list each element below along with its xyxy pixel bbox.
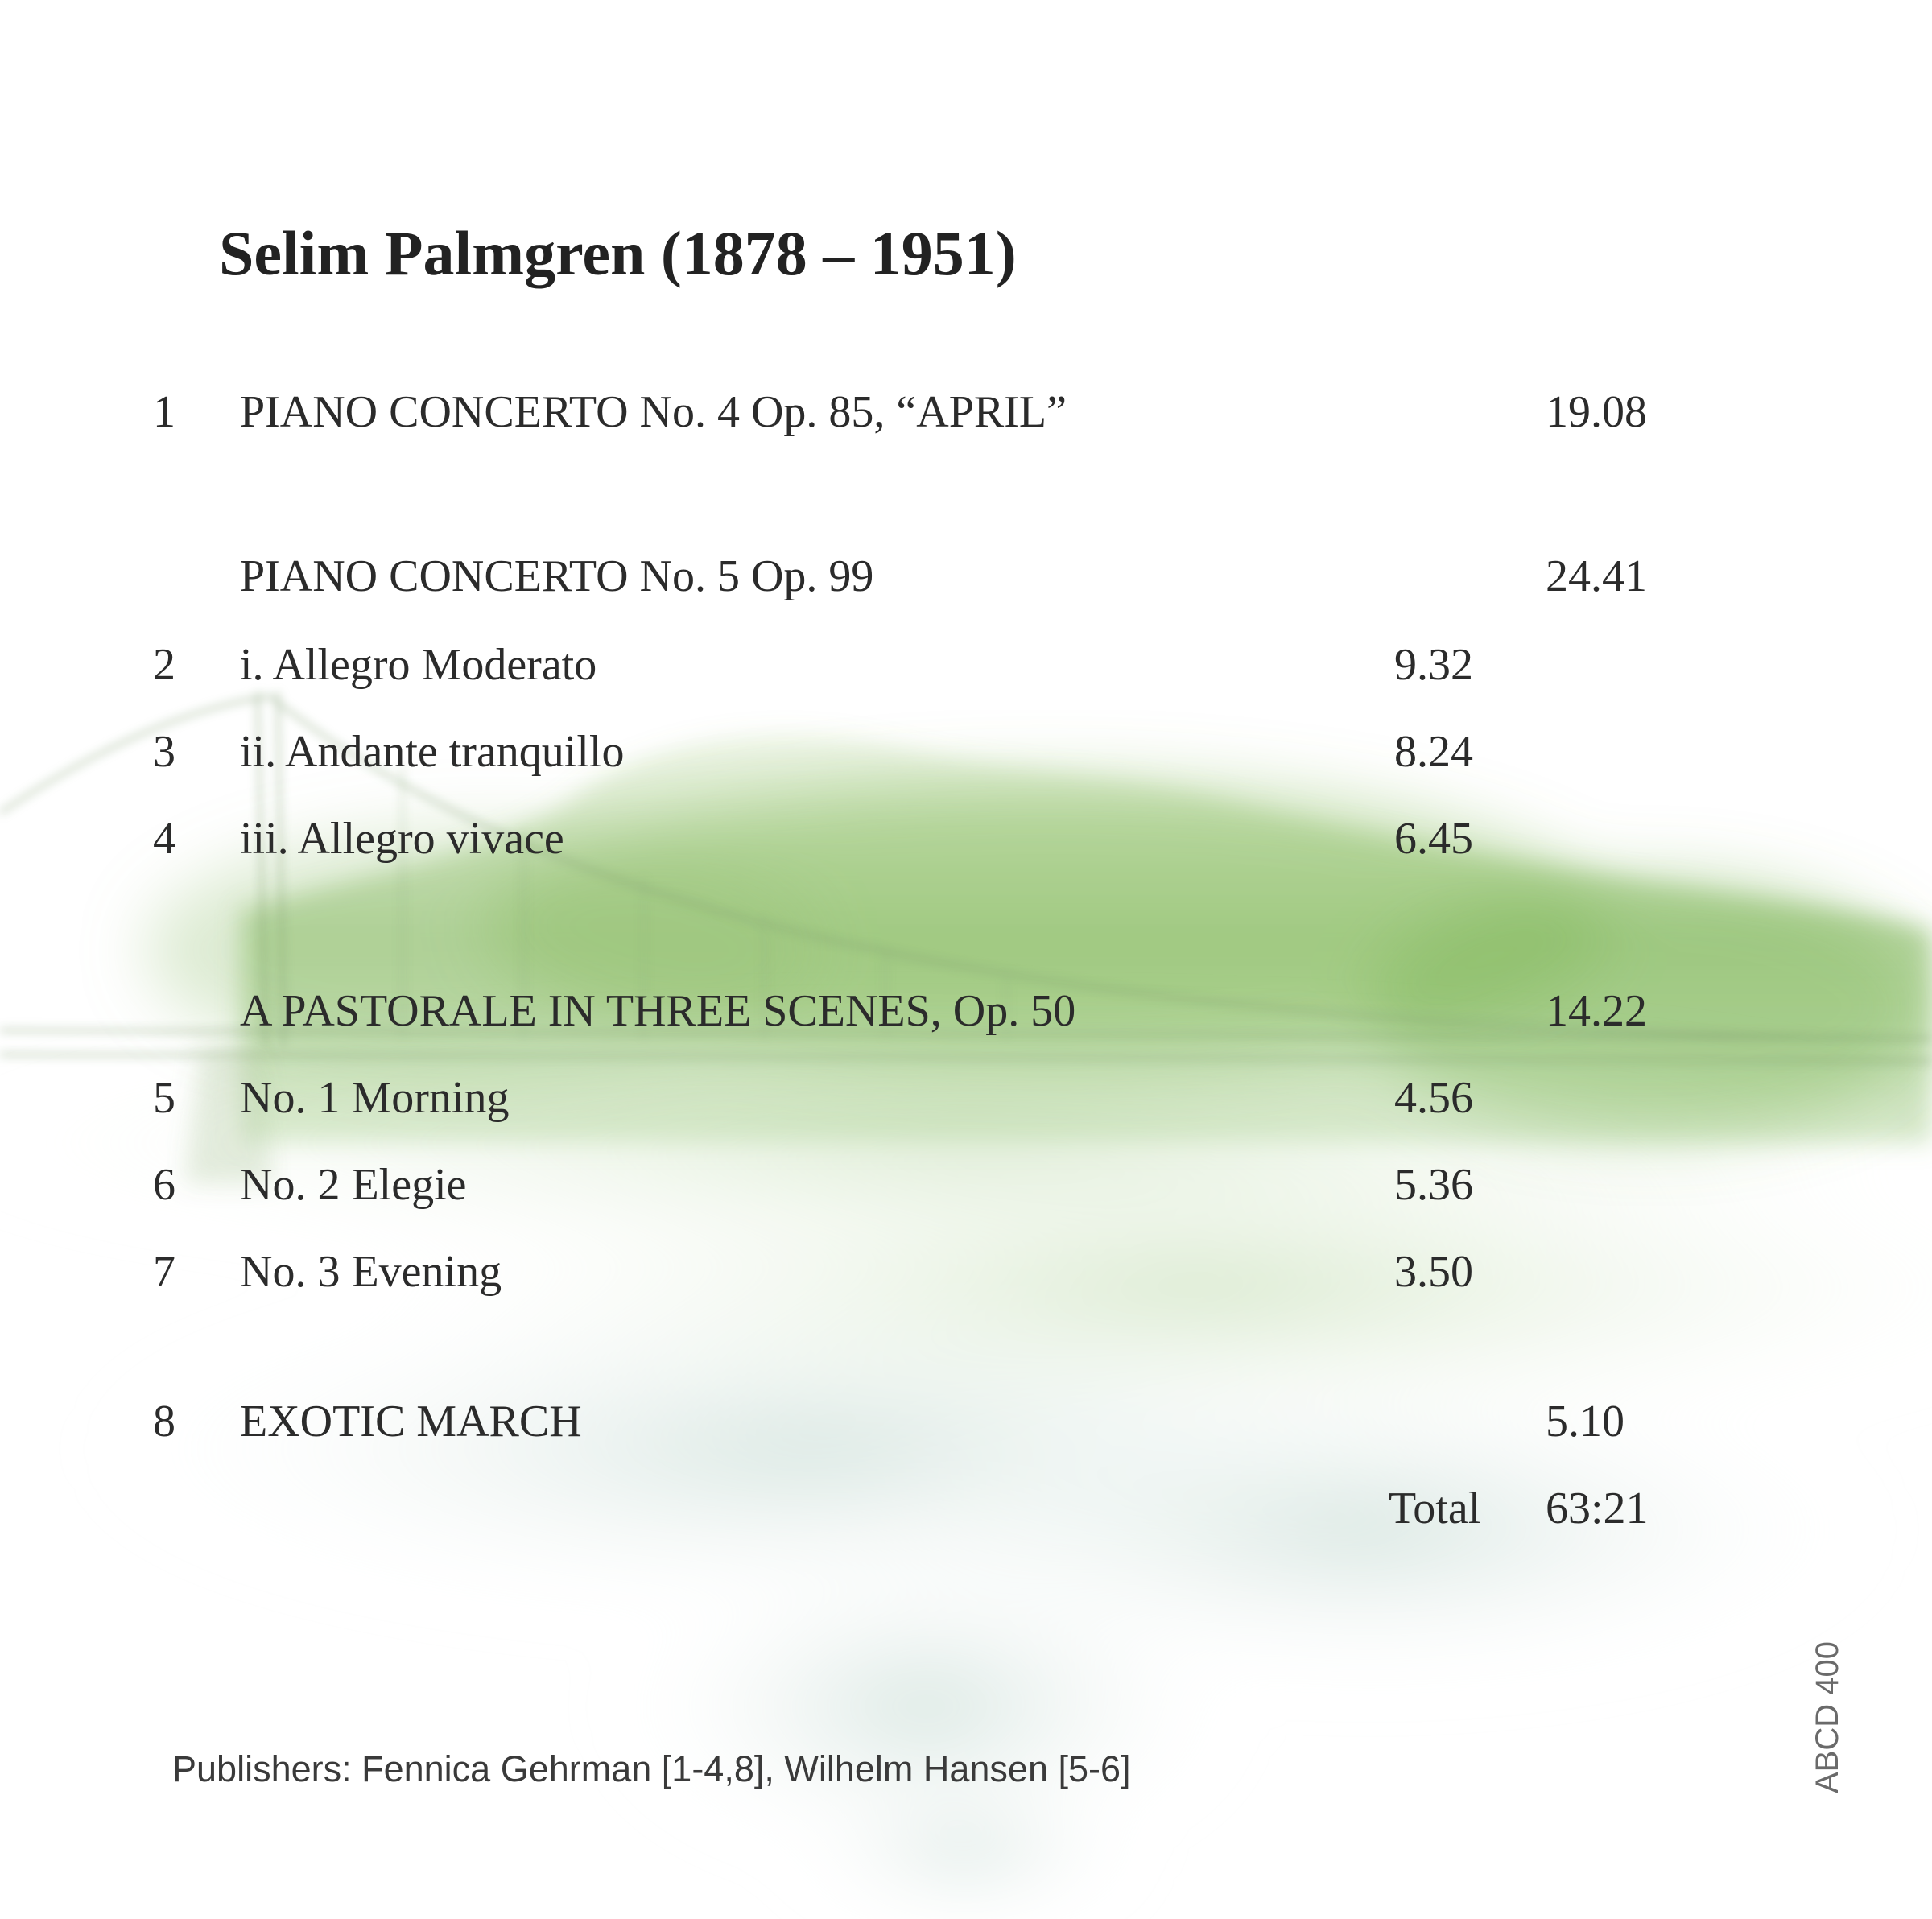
total-label: Total xyxy=(1389,1484,1481,1533)
work-title: PIANO CONCERTO No. 4 Op. 85, “APRIL” xyxy=(240,387,1067,437)
track-number: 4 xyxy=(153,814,175,864)
work-duration: 19.08 xyxy=(1546,387,1647,437)
work-title: EXOTIC MARCH xyxy=(240,1397,582,1446)
track-row xyxy=(0,1153,1932,1217)
work-title: PIANO CONCERTO No. 5 Op. 99 xyxy=(240,551,874,601)
track-row xyxy=(0,1240,1932,1304)
track-row xyxy=(0,1066,1932,1130)
track-row xyxy=(0,380,1932,444)
movement-duration: 6.45 xyxy=(1394,814,1473,864)
work-title: iii. Allegro vivace xyxy=(240,814,564,864)
movement-duration: 9.32 xyxy=(1394,640,1473,690)
track-row xyxy=(0,633,1932,697)
work-title: A PASTORALE IN THREE SCENES, Op. 50 xyxy=(240,986,1076,1036)
track-number: 8 xyxy=(153,1397,175,1446)
work-duration: 14.22 xyxy=(1546,986,1647,1036)
track-number: 5 xyxy=(153,1073,175,1123)
track-row xyxy=(0,720,1932,784)
work-title: No. 3 Evening xyxy=(240,1247,502,1297)
track-number: 1 xyxy=(153,387,175,437)
movement-duration: 3.50 xyxy=(1394,1247,1473,1297)
catalog-number: ABCD 400 xyxy=(1810,1641,1845,1793)
publishers-credit: Publishers: Fennica Gehrman [1-4,8], Wilhelm Hansen [5-6] xyxy=(172,1748,1131,1789)
track-number: 6 xyxy=(153,1160,175,1210)
work-duration: 5.10 xyxy=(1546,1397,1624,1446)
track-row xyxy=(0,544,1932,609)
movement-duration: 8.24 xyxy=(1394,727,1473,777)
work-title: ii. Andante tranquillo xyxy=(240,727,625,777)
movement-duration: 5.36 xyxy=(1394,1160,1473,1210)
work-title: No. 2 Elegie xyxy=(240,1160,467,1210)
composer-title: Selim Palmgren (1878 – 1951) xyxy=(219,218,1017,288)
track-number: 7 xyxy=(153,1247,175,1297)
track-row xyxy=(0,807,1932,871)
track-row xyxy=(0,979,1932,1043)
total-duration: 63:21 xyxy=(1546,1484,1649,1533)
work-title: i. Allegro Moderato xyxy=(240,640,597,690)
track-number: 2 xyxy=(153,640,175,690)
movement-duration: 4.56 xyxy=(1394,1073,1473,1123)
total-row xyxy=(0,1476,1932,1541)
work-duration: 24.41 xyxy=(1546,551,1647,601)
work-title: No. 1 Morning xyxy=(240,1073,510,1123)
track-number: 3 xyxy=(153,727,175,777)
track-row xyxy=(0,1389,1932,1454)
